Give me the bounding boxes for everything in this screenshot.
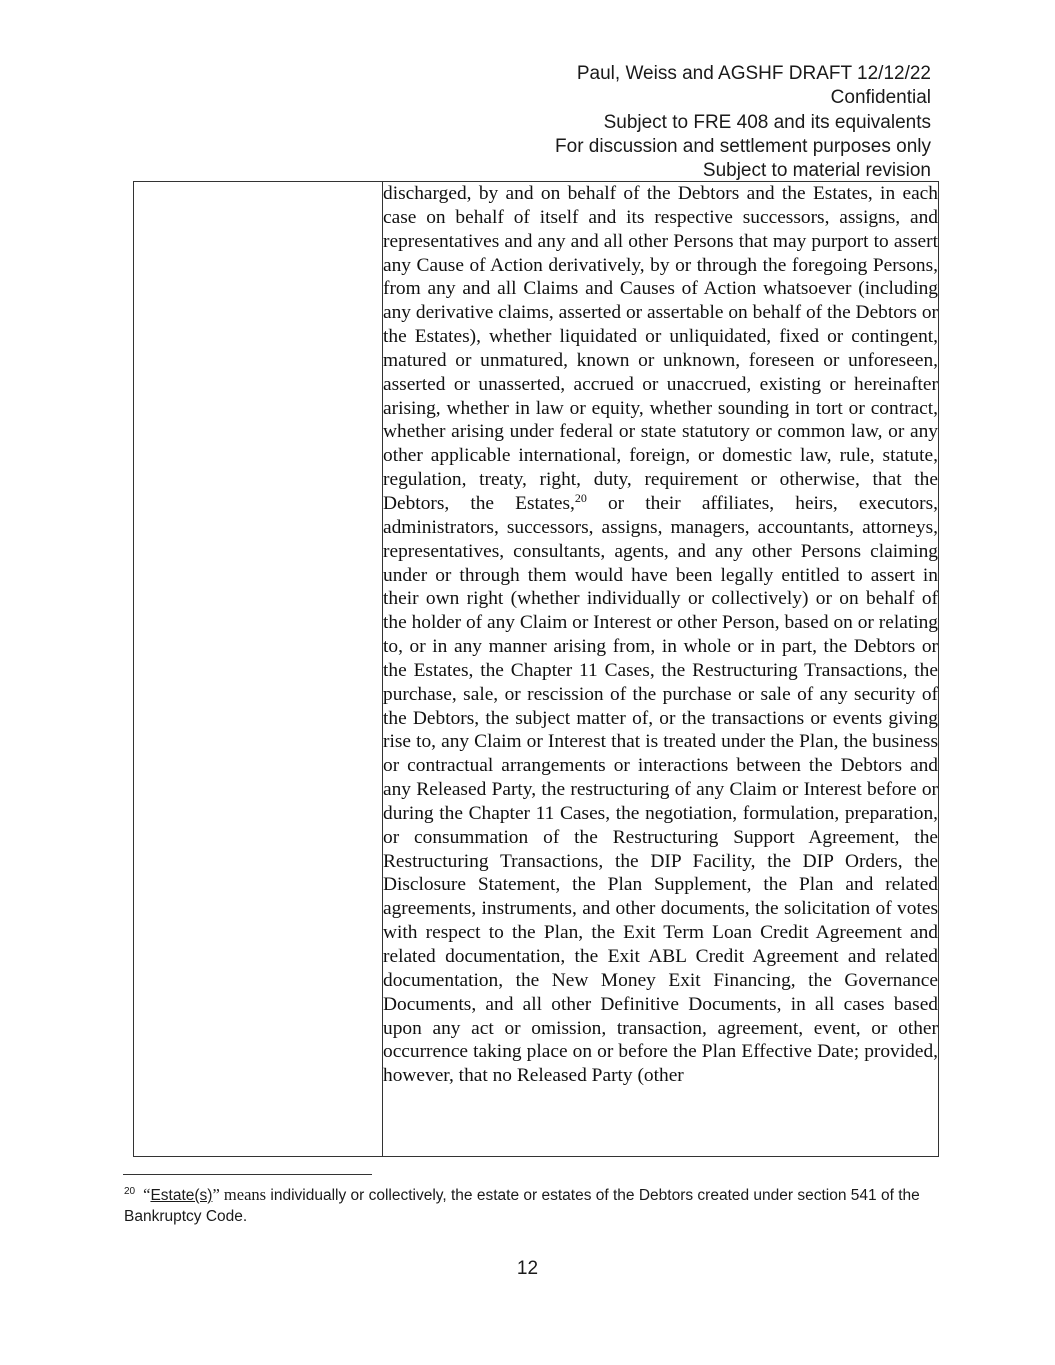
footnote-reference[interactable]: 20	[574, 490, 587, 505]
footnote-separator	[123, 1174, 372, 1175]
footnote-definition: individually or collectively, the estate or estates of the Debtors created under section 541 of the Bankruptcy Code.	[124, 1187, 920, 1225]
table-row	[134, 182, 939, 1157]
footnote-defined-term: Estate(s)	[150, 1187, 213, 1204]
term-table	[133, 181, 939, 1157]
header-line-settlement: For discussion and settlement purposes only	[555, 135, 931, 157]
draft-header	[555, 62, 931, 183]
release-text-part2: or their affiliates, heirs, executors, administrators, successors, assigns, managers, accountants, attorneys, representatives, consultants, agents, and any other Persons claiming under or through them would have been legally entitled to assert in their own right (whether individually or collectively) or on behalf of the holder of any Claim or Interest or other Person, based on or relating to, or in any manner arising from, in whole or in part, the Debtors or the Estates, the Chapter 11 Cases, the Restructuring Transactions, the purchase, sale, or rescission of the purchase or sale of any security of the Debtors, the subject matter of, or the transactions or events giving rise to, any Claim or Interest that is treated under the Plan, the business or contractual arrangements or interactions between the Debtors and any Released Party, the restructuring of any Claim or Interest before or during the Chapter 11 Cases, the negotiation, formulation, preparation, or consummation of the Restructuring Support Agreement, the Restructuring Transactions, the DIP Facility, the DIP Orders, the Disclosure Statement, the Plan Supplement, the Plan and related agreements, instruments, and other documents, the solicitation of votes with respect to the Plan, the Exit Term Loan Credit Agreement and related documentation, the Exit ABL Credit Agreement and related documentation, the New Money Exit Financing, the Governance Documents, and all other Definitive Documents, in all cases based upon any act or omission, transaction, agreement, event, or other occurrence taking place on or before the Plan Effective Date; provided, however, that no Released Party (other	[383, 492, 938, 1087]
header-line-revision: Subject to material revision	[702, 160, 931, 182]
footnote-means: ” means	[212, 1185, 267, 1204]
header-line-confidential: Confidential	[830, 87, 931, 109]
header-line-draft: Paul, Weiss and AGSHF DRAFT 12/12/22	[576, 63, 931, 84]
header-line-fre408: Subject to FRE 408 and its equivalents	[603, 111, 931, 133]
term-body-cell	[383, 182, 939, 1157]
page-number: 12	[516, 1258, 539, 1279]
footnote-number: 20	[124, 1186, 136, 1197]
term-label-cell	[134, 182, 383, 1157]
footnote-open-quote: “	[143, 1185, 151, 1204]
release-text-part1: discharged, by and on behalf of the Debtors and the Estates, in each case on behalf of itself and its respective successors, assigns, and representatives and any and all other Persons that may purport to assert any Cause of Action derivatively, by or through the foregoing Persons, from any and all Claims and Causes of Action whatsoever (including any derivative claims, asserted or assertable on behalf of the Debtors or the Estates), whether liquidated or unliquidated, fixed or contingent, matured or unmatured, known or unknown, foreseen or unforeseen, asserted or unasserted, accrued or unaccrued, existing or hereinafter arising, whether in law or equity, whether sounding in tort or contract, whether arising under federal or state statutory or common law, or any other applicable international, foreign, or domestic law, rule, statute, regulation, treaty, right, duty, requirement or otherwise, that the Debtors, the Estates,	[383, 183, 938, 514]
footnote	[124, 1184, 932, 1227]
release-paragraph	[383, 182, 938, 1088]
